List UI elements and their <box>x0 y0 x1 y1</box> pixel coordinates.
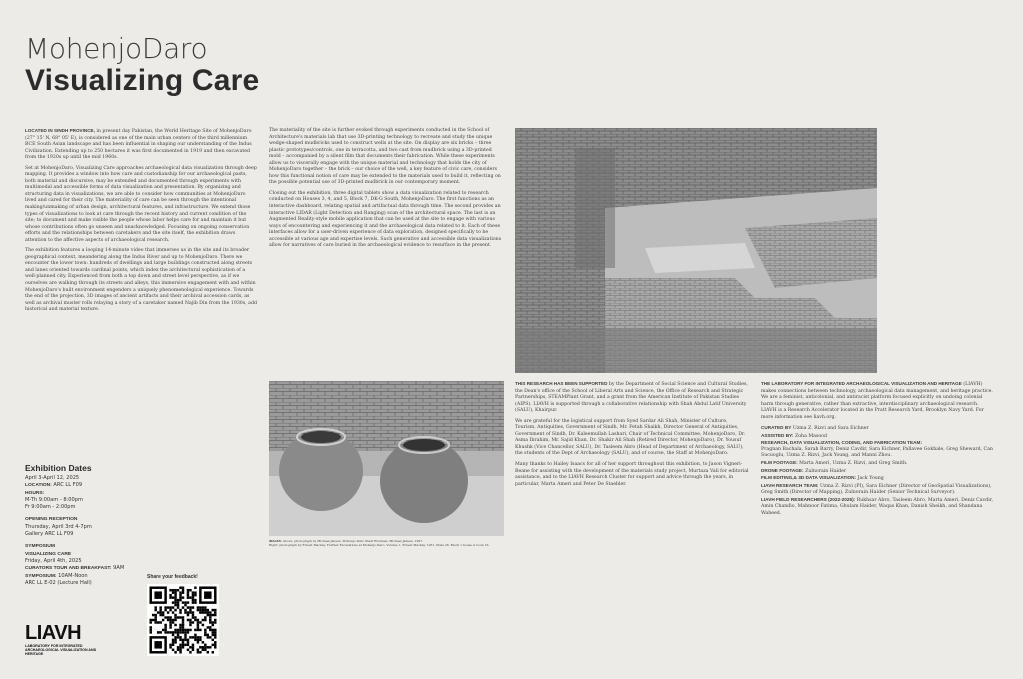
curated-by: CURATED BY Uzma Z. Rizvi and Sara Eichner <box>761 425 869 432</box>
qr-code-icon <box>147 584 219 656</box>
symposium-label: SYMPOSIUM <box>25 544 55 550</box>
jars-photo <box>269 381 504 536</box>
assisted-by: ASSISTED BY: Zoha Masood <box>761 432 828 439</box>
support-paragraph: THIS RESEARCH HAS BEEN SUPPORTED by the Department of Social Science and Cultural Studies, the Dean's office of the School of Liberal Arts and Science, the Office of Research and Strategic Partnerships, STEAMPlant Grant, and a grant from the American Institute of Pakistan Studies (AIPS). LIAVH is supported through a collaborative relationship with Shah Abdul Latif University (SALU), Khairpur. <box>515 381 748 414</box>
opening-label: OPENING RECEPTION <box>25 517 78 523</box>
curators-tour: CURATORS TOUR AND BREAKFAST: 9AM <box>25 565 125 572</box>
materials-column <box>269 128 503 254</box>
liavh-paragraph: THE LABORATORY FOR INTEGRATED ARCHAEOLOGICAL VISUALIZATION AND HERITAGE (LIAVH) makes connections between technology, archaeological data management, and heritage practice. We are a feminist, anticolonial, and antiracist platform focused explicitly on undoing colonial harm through generative, rather than extractive, interdisciplinary archaeological research. LIAVH is a Research Accelerator located in the Pratt Research Yard, Brooklyn Navy Yard. For more information see liavh.org. <box>761 381 993 420</box>
team-list: Pragnan Bachala, Sarah Barry, Deniz Cavdir, Sara Eichner, Pallavee Gokhale, Greg Sheward, Can Sucuoglu, Uzma Z. Rizvi, Jack Young, and Manni Zhou. <box>761 446 993 459</box>
hours-weekday: M-Th 9:00am - 8:00pm <box>25 496 83 503</box>
symposium-time: SYMPOSIUM: 10AM-Noon <box>25 572 88 579</box>
title-mohenjodaro: MohenjoDaro <box>25 32 208 65</box>
materials-paragraph-1: The materiality of the site is further evoked through experiments conducted in the School of Architecture's materials lab that use 3D-printing technology to recreate and study the unique wedge-shaped mudbricks used to construct wells at the site. On display are six bricks – three plastic prototypes/controls, one in terracotta, and two cast from mudbrick using a 3D-printed mold – accompanied by a silent film that documents their fabrication. While these experiments allow us to viscerally engage with the unique material and technology that holds the city of MohenjoDaro together – the brick – our choice of the well, a key feature of civic care, considers how this functional notion of care may be extended to the materials used to build it, reflecting on the possible potential use of 3D-printed mudbrick in our contemporary moment. <box>269 128 501 186</box>
liavh-field-researchers: LIAVH FIELD RESEARCHERS (2022-2025): Rukhsar Abro, Tasleem Abro, Marta Ameri, Deniz Cavdir, Amin Chandio, Mahnoor Fatima, Ghulam Haider, Waqas Khan, Danish Sheikh, and Shandana Waheed. <box>761 496 993 516</box>
hours-friday: Fr 9:00am - 2:00pm <box>25 504 76 511</box>
exhibition-info <box>25 463 255 587</box>
film-editing: FILM EDITING,& 3D DATA VISUALIZATION: Jack Young <box>761 475 884 482</box>
intro-column <box>25 128 257 318</box>
logo-subtitle: LABORATORY FOR INTEGRATED ARCHAEOLOGICAL VISUALIZATION AND HERITAGE <box>25 644 97 657</box>
exhibition-dates-heading: Exhibition Dates <box>25 463 92 473</box>
opening-date: Thursday, April 3rd 4-7pm <box>25 523 92 530</box>
grateful-paragraph: We are grateful for the logistical support from Syed Sardar Ali Shah, Minister of Culture, Tourism, Antiquities, Government of Sindh, Mr. Fetah Shaikh, Director General of Antiquities, Government of Sindh, Dr. Kaleemullah Lashari, Chair of Technical Committee, MohenjoDaro, Dr. Asma Ibrahim, Mr. Sajid Khan, Dr. Shakir Ali Shah (Retired Director, MohenjoDaro), Dr. Yousuf Khushk (Vice Chancellor, SALU), Dr. Tasleem Abro (Head of Department of Archaeology, SALU), the students of the Dept of Archaeology (SALU), and of course, the Staff at MohenjoDaro. <box>515 418 746 457</box>
excavation-photo <box>515 128 877 373</box>
feedback-qr-code[interactable] <box>147 584 219 656</box>
image-caption: IMAGES: Above: photograph by Michael Jansen, Mohenjo-Daro Stadt Brunnen, Michael Jansen, 1997. Right: photograph by Ernest Mackay, Further Excavations at Mohenjo-Daro, Volume 1, Ernest Mackay, 1931, Plate 26, Block 1 house 4 room 16. <box>269 539 490 547</box>
liavh-research-team: LIAVH RESEARCH TEAM: Uzma Z. Rizvi (PI), Sara Eichner (Director of GeoSpatial Visualizations), Greg Smith (Director of Mapping), Zulnorain Haider (Senior Technical Surveyor). <box>761 482 992 496</box>
opening-place: Gallery ARC LL F09 <box>25 531 74 538</box>
symposium-place: ARC LL E-02 (Lecture Hall) <box>25 579 92 586</box>
credits-column <box>761 381 994 517</box>
drone-footage: DRONE FOOTAGE: Zulnorain Haider <box>761 467 847 474</box>
title-visualizing-care: Visualizing Care <box>25 64 260 97</box>
hours-label: HOURS: <box>25 490 45 496</box>
thanks-paragraph: Many thanks to Hailey Isaacs for all of her support throughout this exhibition, to Jason Vigneri-Beane for assisting with the development of the materials study project, Murtaza Vali for editorial assistance, and to the LIAVH Research Cluster for support and advice through the years, in particular, Marta Ameri and Peter De Staebler. <box>515 462 749 487</box>
symposium-title: VISUALIZING CARE <box>25 551 72 557</box>
materials-paragraph-2: Closing out the exhibition, three digital tablets show a data visualization related to research conducted on Houses 3, 4, and 5, Block 7, DK-G South, MohenjoDaro. The first functions as an interactive dashboard, relating spatial and artifactual data through time. The second provides an interactive LIDAR (Light Detection and Ranging) scan of the architectural space. The last is an Augmented Reality-style mobile application that can be used at the site to engage with various ways of encountering and experiencing it and the archaeological data related to it. Each of these interfaces allow for a user-driven experience of data exploration, designed specifically to be accessible at various age and expertise levels. Such generative and accessible data visualizations allow for narratives of care buried in the archaeological evidence to resurface in the present. <box>269 190 502 249</box>
intro-paragraph-3: The exhibition features a looping 14-minute video that immerses us in the site and its broader geographical context, meandering along the Indus River and up to MohenjoDaro. There we encounter the lower town: hundreds of dwellings and large buildings constructed along streets and lanes oriented towards cardinal points, which index the architectural sophistication of a well-planned city. Experienced from both a top down and street level perspective, as if we ourselves are walking through its streets and alleys, this immersive engagement with and within MohenjoDaro's built environment engenders a uniquely phenomenological experience. Towards the end of the projection, 3D images of ancient artifacts and their archival accession cards, as well as archival muster rolls relaying a story of a caretaker named Najib Din from the 1930s, add historical and material texture. <box>25 248 257 313</box>
film-footage: FILM FOOTAGE: Marta Ameri, Uzma Z. Rizvi, and Greg Smith. <box>761 460 908 467</box>
location: LOCATION: ARC LL F09 <box>25 482 83 489</box>
share-feedback-label: Share your feedback! <box>147 574 198 580</box>
liavh-logo <box>25 624 105 657</box>
logo-mark: LIAVH <box>25 622 82 644</box>
team-label: RESEARCH, DATA VISUALIZATION, CODING, AND FABRICATION TEAM: <box>761 440 923 446</box>
symposium-date: Friday, April 4th, 2025 <box>25 557 82 564</box>
exhibition-dates: April 3-April 12, 2025 <box>25 475 80 481</box>
intro-paragraph-1: LOCATED IN SINDH PROVINCE, in present day Pakistan, the World Heritage Site of MohenjoDaro (27° 15' N, 68° 05' E), is considered as one of the main urban centers of the third millennium BCE South Asian landscape and has been influential in shaping our understanding of the Indus Civilization. Extending up to 250 hectares it was first documented in 1919 and then excavated from the 1920s up until the mid 1960s. <box>25 128 252 161</box>
intro-paragraph-2: Set at MohenjoDaro, Visualizing Care approaches archaeological data visualization through deep mapping. It provides a window into how care and custodianship for our archaeological pasts, both material and discursive, may be extended and documented through experiments with multimodal and accessible forms of data visualization and presentation. By organizing and structuring data in visualizations, we are able to consider how communities at MohenjoDaro lived and cared for their city. The materiality of care can be seen through the intentional making/unmaking of urban design, architectural features, and infrastructure. We extend those types of visualizations to look at care through the recent history and current condition of the site; to document and make visible the people whose labor helps care for and maintain it but whose contributions often go unseen and unacknowledged. Focusing on ongoing conservation efforts and the relationships between caretakers and the site itself, the exhibition draws attention to the affective aspects of archaeological research. <box>25 165 257 243</box>
support-column <box>515 381 749 492</box>
